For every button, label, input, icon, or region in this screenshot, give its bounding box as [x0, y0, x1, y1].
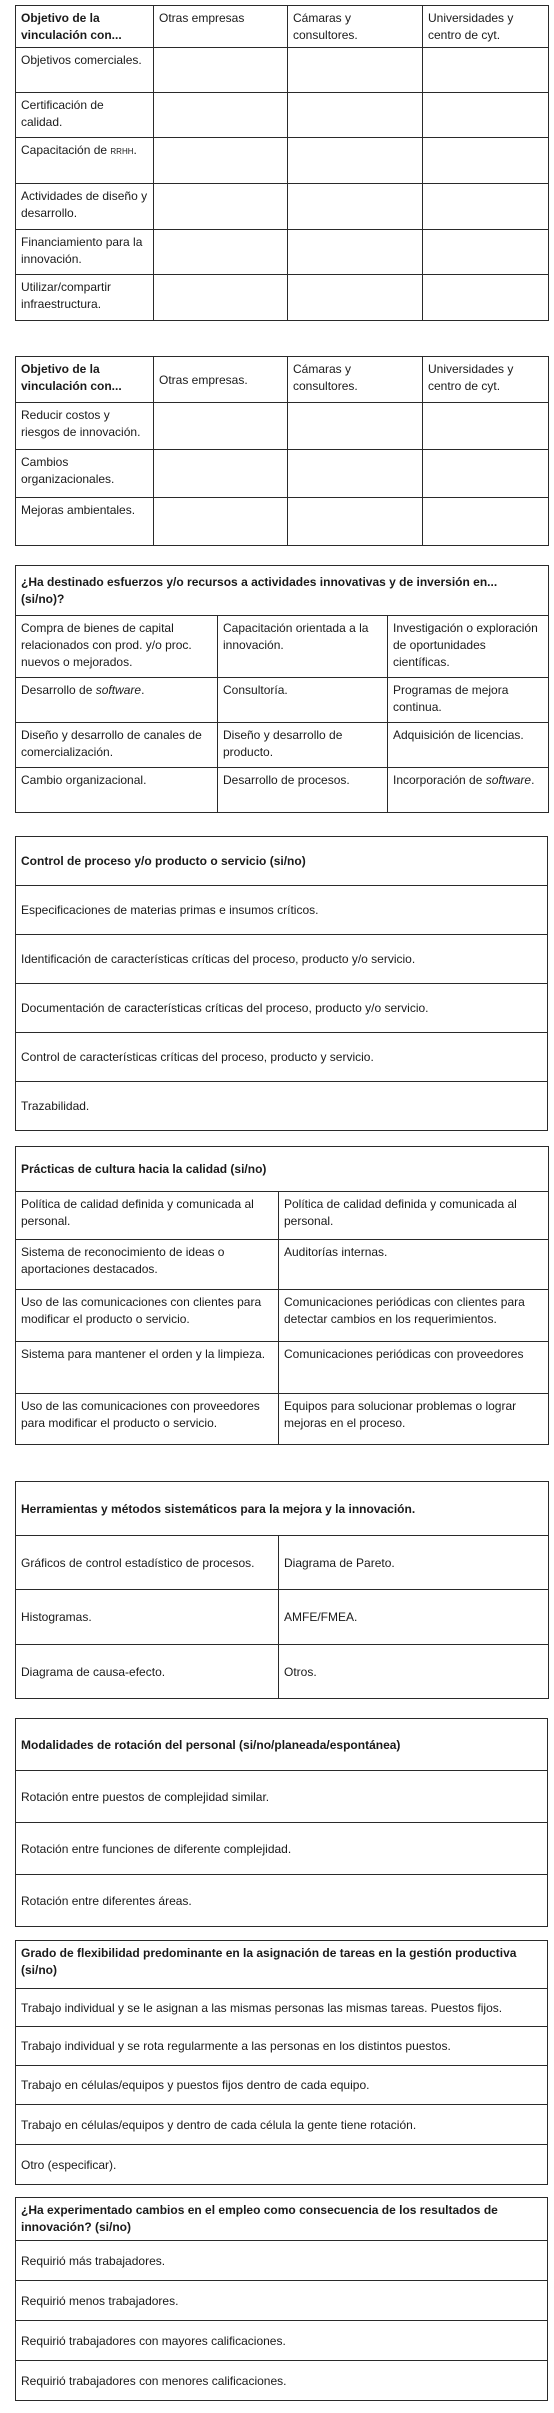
empty-cell — [288, 275, 423, 321]
empty-cell — [288, 48, 423, 93]
section-title: Modalidades de rotación del personal (si/no/planeada/espontánea) — [16, 1719, 548, 1771]
list-item: Requirió trabajadores con mayores calificaciones. — [16, 2321, 548, 2361]
empty-cell — [423, 93, 549, 138]
list-item: Requirió menos trabajadores. — [16, 2281, 548, 2321]
list-item: Rotación entre funciones de diferente complejidad. — [16, 1823, 548, 1875]
list-item: Trabajo individual y se rota regularmente a las personas en los distintos puestos. — [16, 2027, 548, 2066]
empty-cell — [154, 138, 288, 184]
table-header: Otras empresas. — [154, 357, 288, 403]
practice-cell: Auditorías internas. — [279, 1240, 549, 1290]
activity-text: Incorporación de — [393, 773, 486, 787]
practice-cell: Equipos para solucionar problemas o lograr mejoras en el proceso. — [279, 1394, 549, 1445]
empty-cell — [423, 230, 549, 275]
practice-cell: Sistema de reconocimiento de ideas o aportaciones destacados. — [16, 1240, 279, 1290]
practice-cell: Uso de las comunicaciones con clientes para modificar el producto o servicio. — [16, 1290, 279, 1342]
empty-cell — [423, 48, 549, 93]
activity-text: Desarrollo de — [21, 683, 96, 697]
empty-cell — [288, 498, 423, 546]
herramientas-mejora-table — [15, 1481, 549, 1699]
practice-cell: Sistema para mantener el orden y la limpieza. — [16, 1342, 279, 1394]
rrhh-abbrev: rrhh — [110, 145, 134, 157]
activity-cell: Compra de bienes de capital relacionados con prod. y/o proc. nuevos o mejorados. — [16, 616, 218, 678]
tool-cell: Otros. — [279, 1645, 549, 1699]
empty-cell — [288, 230, 423, 275]
activity-cell: Adquisición de licencias. — [388, 723, 549, 768]
list-item: Trabajo en células/equipos y dentro de cada célula la gente tiene rotación. — [16, 2105, 548, 2145]
section-title: ¿Ha experimentado cambios en el empleo como consecuencia de los resultados de innovación? (si/no) — [16, 2198, 548, 2241]
practice-cell: Comunicaciones periódicas con proveedores — [279, 1342, 549, 1394]
list-item: Rotación entre diferentes áreas. — [16, 1875, 548, 1927]
empty-cell — [288, 403, 423, 450]
empty-cell — [154, 48, 288, 93]
empty-cell — [154, 230, 288, 275]
actividades-innovativas-table — [15, 565, 549, 813]
table-header: Otras empresas — [154, 6, 288, 48]
activity-cell: Diseño y desarrollo de producto. — [218, 723, 388, 768]
empty-cell — [154, 450, 288, 498]
empty-cell — [154, 93, 288, 138]
activity-cell — [16, 678, 218, 723]
practice-cell: Uso de las comunicaciones con proveedores para modificar el producto o servicio. — [16, 1394, 279, 1445]
vinculacion-objetivos-table — [15, 5, 549, 321]
list-item: Trabajo individual y se le asignan a las mismas personas las mismas tareas. Puestos fijos. — [16, 1989, 548, 2027]
list-item: Trazabilidad. — [16, 1082, 548, 1131]
activity-suffix: . — [531, 773, 535, 787]
list-item: Identificación de características críticas del proceso, producto y/o servicio. — [16, 935, 548, 984]
empty-cell — [423, 138, 549, 184]
empty-cell — [423, 184, 549, 230]
activity-cell: Desarrollo de procesos. — [218, 768, 388, 813]
row-label: Mejoras ambientales. — [16, 498, 154, 546]
row-label: Certificación de calidad. — [16, 93, 154, 138]
section-title: Control de proceso y/o producto o servicio (si/no) — [16, 837, 548, 886]
row-label: Financiamiento para la innovación. — [16, 230, 154, 275]
empty-cell — [288, 450, 423, 498]
list-item: Documentación de características críticas del proceso, producto y/o servicio. — [16, 984, 548, 1033]
row-label: Utilizar/compartir infraestructura. — [16, 275, 154, 321]
empty-cell — [154, 403, 288, 450]
tool-cell: Histogramas. — [16, 1590, 279, 1645]
activity-cell: Capacitación orientada a la innovación. — [218, 616, 388, 678]
table-header: Universidades y centro de cyt. — [423, 357, 549, 403]
section-title: ¿Ha destinado esfuerzos y/o recursos a actividades innovativas y de inversión en... (si/no)? — [16, 566, 549, 616]
row-label-suffix: . — [133, 143, 137, 157]
row-label — [16, 138, 154, 184]
tool-cell: Diagrama de Pareto. — [279, 1536, 549, 1590]
practice-cell: Política de calidad definida y comunicada al personal. — [16, 1192, 279, 1240]
activity-software: software — [95, 683, 142, 697]
row-label: Reducir costos y riesgos de innovación. — [16, 403, 154, 450]
tool-cell: Diagrama de causa-efecto. — [16, 1645, 279, 1699]
row-label: Objetivos comerciales. — [16, 48, 154, 93]
row-label: Actividades de diseño y desarrollo. — [16, 184, 154, 230]
empty-cell — [288, 184, 423, 230]
flexibilidad-tareas-table — [15, 1940, 548, 2185]
practice-cell: Política de calidad definida y comunicada al personal. — [279, 1192, 549, 1240]
empty-cell — [423, 498, 549, 546]
empty-cell — [288, 93, 423, 138]
activity-cell: Consultoría. — [218, 678, 388, 723]
table-header: Objetivo de la vinculación con... — [16, 357, 154, 403]
empty-cell — [423, 403, 549, 450]
activity-cell: Investigación o exploración de oportunidades científicas. — [388, 616, 549, 678]
table-header: Universidades y centro de cyt. — [423, 6, 549, 48]
control-proceso-table — [15, 836, 548, 1131]
section-title: Herramientas y métodos sistemáticos para la mejora y la innovación. — [16, 1482, 549, 1536]
vinculacion-resultados-table — [15, 356, 549, 546]
tool-cell: AMFE/FMEA. — [279, 1590, 549, 1645]
cambios-empleo-table — [15, 2197, 548, 2401]
empty-cell — [423, 275, 549, 321]
activity-cell: Diseño y desarrollo de canales de comercialización. — [16, 723, 218, 768]
list-item: Especificaciones de materias primas e insumos críticos. — [16, 886, 548, 935]
table-header: Objetivo de la vinculación con... — [16, 6, 154, 48]
row-label-text: Capacitación de — [21, 143, 111, 157]
activity-cell: Programas de mejora continua. — [388, 678, 549, 723]
table-header: Cámaras y consultores. — [288, 6, 423, 48]
empty-cell — [154, 498, 288, 546]
section-title: Prácticas de cultura hacia la calidad (si/no) — [16, 1147, 549, 1192]
list-item: Trabajo en células/equipos y puestos fijos dentro de cada equipo. — [16, 2066, 548, 2105]
activity-suffix: . — [141, 683, 145, 697]
empty-cell — [423, 450, 549, 498]
activity-software: software — [485, 773, 532, 787]
list-item: Control de características críticas del proceso, producto y servicio. — [16, 1033, 548, 1082]
cultura-calidad-table — [15, 1146, 549, 1445]
activity-cell: Cambio organizacional. — [16, 768, 218, 813]
activity-cell — [388, 768, 549, 813]
list-item: Rotación entre puestos de complejidad similar. — [16, 1771, 548, 1823]
practice-cell: Comunicaciones periódicas con clientes para detectar cambios en los requerimientos. — [279, 1290, 549, 1342]
row-label: Cambios organizacionales. — [16, 450, 154, 498]
empty-cell — [154, 184, 288, 230]
section-title: Grado de flexibilidad predominante en la asignación de tareas en la gestión productiva (si/no) — [16, 1941, 548, 1989]
tool-cell: Gráficos de control estadístico de procesos. — [16, 1536, 279, 1590]
empty-cell — [154, 275, 288, 321]
rotacion-personal-table — [15, 1718, 548, 1927]
table-header: Cámaras y consultores. — [288, 357, 423, 403]
empty-cell — [288, 138, 423, 184]
list-item: Requirió más trabajadores. — [16, 2241, 548, 2281]
list-item: Otro (especificar). — [16, 2145, 548, 2185]
list-item: Requirió trabajadores con menores calificaciones. — [16, 2361, 548, 2401]
